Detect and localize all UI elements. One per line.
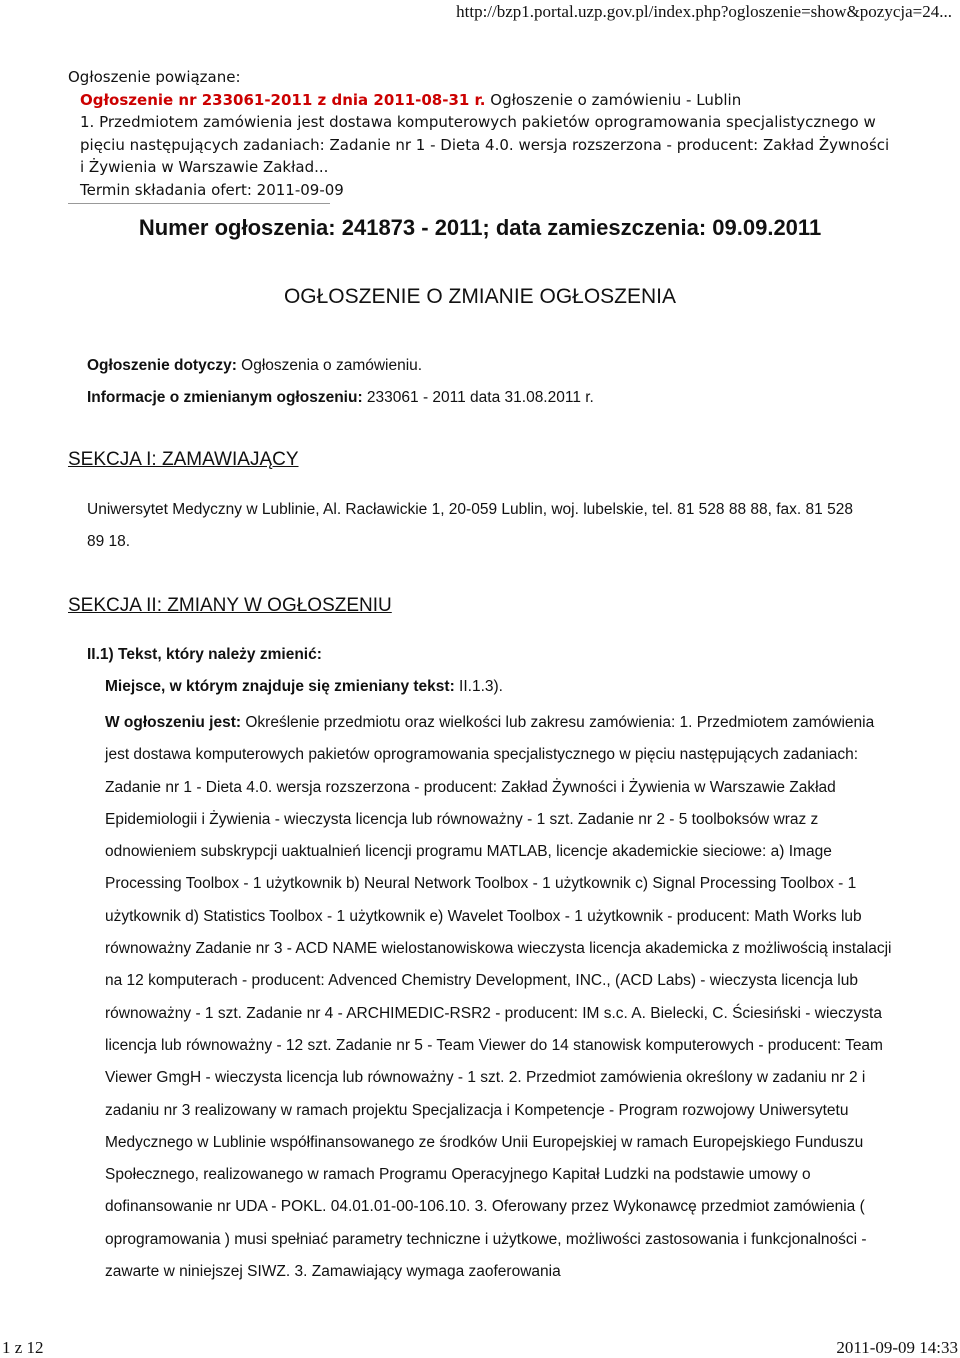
related-description: 1. Przedmiotem zamówienia jest dostawa komputerowych pakietów oprogramowania specjalistycznego w pięciu następujących zadaniach: Zadanie nr 1 - Dieta 4.0. wersja rozszerzona - producent: Zakład Żywności i Żywienia w Warszawie Zakład... bbox=[80, 113, 890, 176]
section-1-heading: SEKCJA I: ZAMAWIAJĄCY bbox=[68, 449, 299, 470]
current-text-paragraph bbox=[105, 707, 895, 1288]
contracting-authority-address-1: Uniwersytet Medyczny w Lublinie, Al. Racławickie 1, 20-059 Lublin, woj. lubelskie, tel. 81 528 88 88, fax. 81 528 bbox=[87, 501, 853, 518]
related-block bbox=[68, 89, 898, 202]
related-label: Ogłoszenie powiązane: bbox=[68, 68, 241, 86]
change-place-value: II.1.3). bbox=[454, 678, 503, 695]
notice-number: Numer ogłoszenia: 241873 - 2011; data zamieszczenia: 09.09.2011 bbox=[138, 215, 822, 240]
related-notice bbox=[68, 66, 898, 201]
notice-concerns-label: Ogłoszenie dotyczy: bbox=[87, 357, 237, 374]
change-place bbox=[105, 678, 503, 696]
contracting-authority-address-2: 89 18. bbox=[87, 533, 131, 550]
separator-line bbox=[68, 203, 330, 204]
current-text-label: W ogłoszeniu jest: bbox=[105, 714, 242, 731]
print-header-url: http://bzp1.portal.uzp.gov.pl/index.php?ogloszenie=show&pozycja=24... bbox=[456, 2, 952, 21]
section-2-subheading bbox=[87, 646, 322, 664]
related-deadline: Termin składania ofert: 2011-09-09 bbox=[80, 180, 344, 199]
notice-title: OGŁOSZENIE O ZMIANIE OGŁOSZENIA bbox=[283, 285, 677, 308]
related-notice-link[interactable]: Ogłoszenie nr 233061-2011 z dnia 2011-08-31 r. bbox=[80, 90, 486, 109]
notice-info-label: Informacje o zmienianym ogłoszeniu: bbox=[87, 389, 363, 406]
current-text-body: Określenie przedmiotu oraz wielkości lub zakresu zamówienia: 1. Przedmiotem zamówienia jest dostawa komputerowych pakietów oprogramowania specjalistycznego w pięciu następujących zadaniach: Zadanie nr 1 - Dieta 4.0. wersja rozszerzona - producent: Zakład Żywności i Żywienia w Warszawie Zakład Epidemiologii i Żywienia - wieczysta licencja lub równoważny - 1 szt. Zadanie nr 2 - 5 toolboksów wraz z odnowieniem subskrypcji uaktualnień licencji programu MATLAB, licencje akademickie sieciowe: a) Image Processing Toolbox - 1 użytkownik b) Neural Network Toolbox - 1 użytkownik c) Signal Processing Toolbox - 1 użytkownik d) Statistics Toolbox - 1 użytkownik e) Wavelet Toolbox - 1 użytkownik - producent: Math Works lub równoważny Zadanie nr 3 - ACD NAME wielostanowiskowa wieczysta licencja akademicka z możliwością instalacji na 12 komputerach - producent: Advenced Chemistry Development, INC., (ACD Labs) - wieczysta licencja lub równoważny - 1 szt. Zadanie nr 4 - ARCHIMEDIC-RSR2 - producent: IM s.c. A. Bielecki, C. Ściesiński - wieczysta licencja lub równoważny - 12 szt. Zadanie nr 5 - Team Viewer do 14 stanowisk komputerowych - producent: Team Viewer GmgH - wieczysta licencja lub równoważny - 1 szt. 2. Przedmiot zamówienia określony w zadaniu nr 2 i zadaniu nr 3 realizowany w ramach projektu Specjalizacja i Kompetencje - Program rozwojowy Uniwersytetu Medycznego w Lublinie współfinansowanego ze środków Unii Europejskiej w ramach Europejskiego Funduszu Społecznego, realizowanego w ramach Programu Operacyjnego Kapitał Ludzki na podstawie umowy o dofinansowanie nr UDA - POKL. 04.01.01-00-106.10. 3. Oferowany przez Wykonawcę przedmiot zamówienia ( oprogramowania ) musi spełniać parametry techniczne i użytkowe, możliwości zastosowania i funkcjonalności - zawarte w niniejszej SIWZ. 3. Zamawiający wymaga zaoferowania bbox=[105, 714, 892, 1281]
related-link-suffix: Ogłoszenie o zamówieniu - Lublin bbox=[485, 90, 742, 109]
footer-datetime: 2011-09-09 14:33 bbox=[836, 1338, 958, 1357]
section-2-heading: SEKCJA II: ZMIANY W OGŁOSZENIU bbox=[68, 595, 392, 616]
notice-concerns-value: Ogłoszenia o zamówieniu. bbox=[236, 357, 423, 374]
notice-info bbox=[87, 389, 594, 407]
notice-concerns bbox=[87, 357, 422, 375]
change-place-label: Miejsce, w którym znajduje się zmieniany tekst: bbox=[105, 678, 455, 695]
section-2-subheading-text: II.1) Tekst, który należy zmienić: bbox=[87, 646, 322, 663]
footer-page-number: 1 z 12 bbox=[2, 1338, 44, 1357]
notice-info-value: 233061 - 2011 data 31.08.2011 r. bbox=[362, 389, 594, 406]
